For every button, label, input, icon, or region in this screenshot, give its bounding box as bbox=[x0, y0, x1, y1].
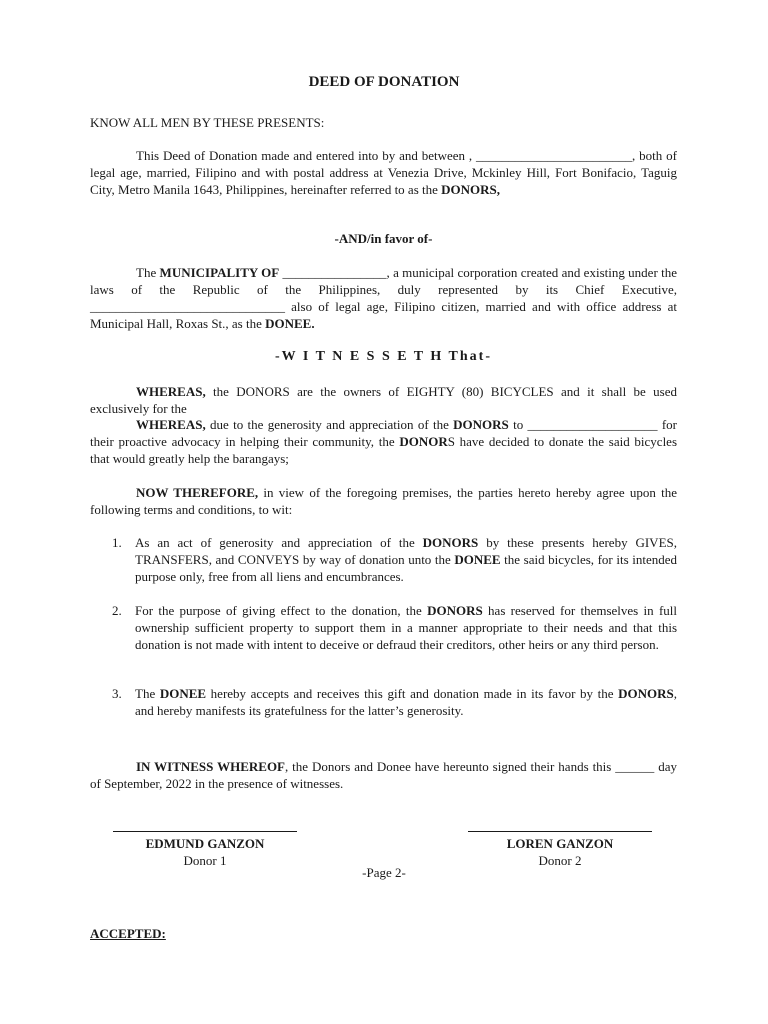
signature-line bbox=[113, 831, 297, 832]
term-2-number: 2. bbox=[112, 603, 122, 618]
term-3-number: 3. bbox=[112, 686, 122, 701]
term-1-text-1: As an act of generosity and appreciation of the bbox=[135, 535, 423, 550]
term-1-text bbox=[135, 534, 677, 585]
term-1-bold-1: DONORS bbox=[422, 535, 479, 550]
in-witness-label: IN WITNESS WHEREOF bbox=[136, 759, 285, 774]
term-3-bold-2: DONORS bbox=[618, 686, 674, 701]
term-1-bold-2: DONEE bbox=[454, 552, 501, 567]
accepted-heading: ACCEPTED: bbox=[90, 926, 166, 941]
term-3-bold-1: DONEE bbox=[159, 686, 207, 701]
whereas-1-label: WHEREAS, bbox=[136, 384, 206, 399]
whereas-1 bbox=[90, 383, 677, 417]
term-3-text-3: , and hereby manifests its gratefulness for the latter’s generosity. bbox=[135, 686, 677, 718]
signatory-name: EDMUND GANZON bbox=[145, 836, 265, 851]
term-1-number: 1. bbox=[112, 535, 122, 550]
donors-paragraph bbox=[90, 147, 677, 198]
donee-the: The bbox=[136, 265, 160, 280]
term-2-text-1: For the purpose of giving effect to the donation, the bbox=[135, 603, 428, 618]
donors-paragraph-text: This Deed of Donation made and entered into by and between , ________________________, both of legal age, married, Filipino and with postal address at Venezia Drive, Mckinley Hill, Fort Bonifacio, Taguig City, Metro Manila 1643, Philippines, hereinafter referred to as the bbox=[90, 148, 677, 197]
intro-line: KNOW ALL MEN BY THESE PRESENTS: bbox=[90, 115, 325, 130]
whereas-2-text-2: to ____________________ for their proactive advocacy in helping their community, the bbox=[90, 417, 677, 449]
and-in-favor-heading: -AND/in favor of- bbox=[334, 231, 433, 246]
term-2-text-2: has reserved for themselves in full ownership sufficient property to support them in a manner appropriate to their needs and that this donation is not made with intent to deceive or defraud their creditors, other heirs or any third person. bbox=[135, 603, 677, 652]
page-number: -Page 2- bbox=[362, 865, 406, 880]
whereas-2-donors-2: DONOR bbox=[399, 434, 448, 449]
donors-term: DONORS, bbox=[441, 182, 501, 197]
signatory-name: LOREN GANZON bbox=[506, 836, 614, 851]
term-2-text bbox=[135, 602, 677, 653]
now-therefore-paragraph bbox=[90, 484, 677, 518]
term-3-text bbox=[135, 685, 677, 719]
donee-term: DONEE. bbox=[265, 316, 315, 331]
whereas-2-text-1: due to the generosity and appreciation of the bbox=[205, 417, 454, 432]
witnesseth-heading: -W I T N E S S E T H That- bbox=[275, 349, 492, 364]
whereas-2-text-3: S have decided to donate the said bicycles that would greatly help the barangays; bbox=[90, 434, 678, 466]
donee-paragraph-text: ________________, a municipal corporation created and existing under the laws of the Republic of the Philippines, duly represented by its Chief Executive, ______________________________ also of legal age, Filipino citizen, married and with office address at Municipal Hall, Roxas St., as the bbox=[90, 265, 677, 331]
in-witness-paragraph bbox=[90, 758, 677, 792]
signatory-role: Donor 1 bbox=[183, 853, 227, 868]
term-2-bold-1: DONORS bbox=[427, 603, 483, 618]
signature-line bbox=[468, 831, 652, 832]
term-1-text-2: by these presents hereby GIVES, TRANSFERS, and CONVEYS by way of donation unto the bbox=[135, 535, 677, 567]
term-3-text-1: The bbox=[135, 686, 160, 701]
whereas-2-donors-1: DONORS bbox=[453, 417, 509, 432]
term-1-text-3: the said bicycles, for its intended purpose only, free from all liens and encumbrances. bbox=[135, 552, 677, 584]
whereas-2 bbox=[90, 416, 677, 467]
signatory-role: Donor 2 bbox=[538, 853, 582, 868]
now-therefore-label: NOW THEREFORE, bbox=[136, 485, 259, 500]
in-witness-text: , the Donors and Donee have hereunto signed their hands this ______ day of September, 2022 in the presence of witnesses. bbox=[90, 759, 677, 791]
donee-paragraph bbox=[90, 264, 677, 332]
document-title: DEED OF DONATION bbox=[308, 74, 460, 90]
whereas-1-text: the DONORS are the owners of EIGHTY (80) BICYCLES and it shall be used exclusively for the bbox=[90, 384, 677, 416]
municipality-term: MUNICIPALITY OF bbox=[159, 265, 280, 280]
now-therefore-text: in view of the foregoing premises, the parties hereto hereby agree upon the following terms and conditions, to wit: bbox=[90, 485, 678, 517]
whereas-2-label: WHEREAS, bbox=[136, 417, 206, 432]
term-3-text-2: hereby accepts and receives this gift and donation made in its favor by the bbox=[206, 686, 619, 701]
